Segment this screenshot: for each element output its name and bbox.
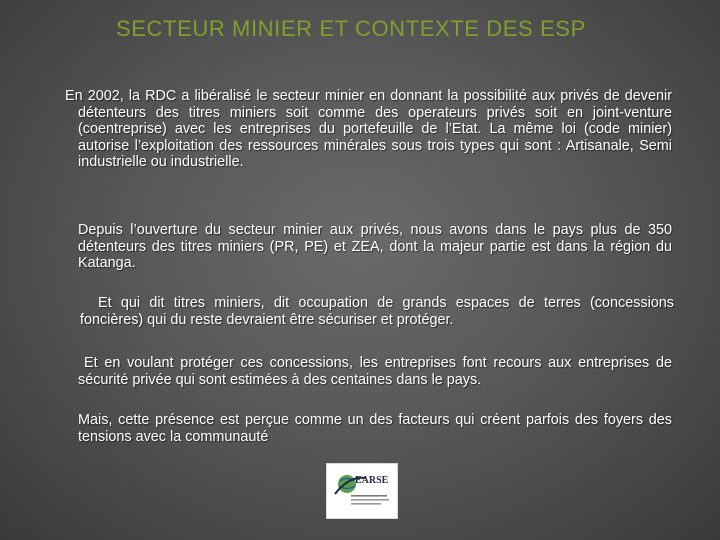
earse-logo xyxy=(326,463,398,519)
paragraph-protection: Et en voulant protéger ces concessions, les entreprises font recours aux entreprises de sécurité privée qui sont estimées à des centaines dans le pays. xyxy=(78,355,672,388)
paragraph-detenteurs: Depuis l’ouverture du secteur minier aux privés, nous avons dans le pays plus de 350 détenteurs des titres miniers (PR, PE) et ZEA, dont la majeur partie est dans la région du Katanga. xyxy=(78,222,672,272)
paragraph-liberalisation: En 2002, la RDC a libéralisé le secteur minier en donnant la possibilité aux privés de devenir détenteurs des titres miniers soit comme des operateurs privés soit en joint-venture (coentreprise) avec les entreprises du portefeuille de l’Etat. La même loi (code minier) autorise l’exploitation des ressources minérales sous trois types qui sont : Artisanale, Semi industrielle ou industrielle. xyxy=(65,88,672,171)
paragraph-titres-miniers: Et qui dit titres miniers, dit occupation de grands espaces de terres (concessions foncières) qui du reste devraient être sécuriser et protéger. xyxy=(80,295,674,328)
earse-logo-graphic xyxy=(327,464,397,518)
globe-icon xyxy=(338,475,356,493)
paragraph-tensions: Mais, cette présence est perçue comme un des facteurs qui créent parfois des foyers des tensions avec la communauté xyxy=(78,412,672,445)
slide-title: SECTEUR MINIER ET CONTEXTE DES ESP xyxy=(116,16,586,41)
logo-wordmark: EARSE xyxy=(355,475,389,486)
